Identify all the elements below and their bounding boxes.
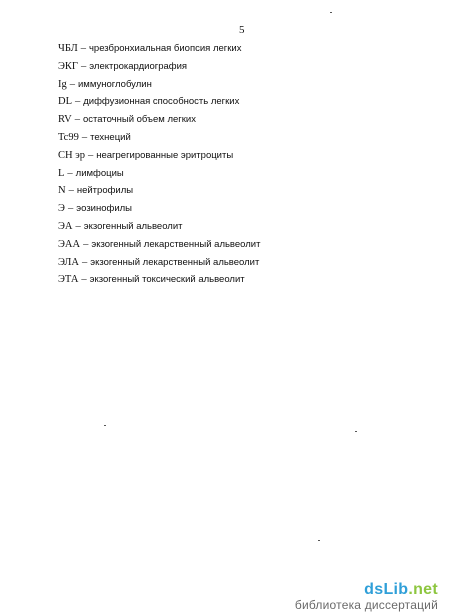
abbreviation-term: Э — [58, 203, 65, 215]
scan-speck — [355, 431, 357, 432]
abbreviation-item — [58, 93, 260, 111]
abbreviation-definition: электрокардиография — [89, 60, 188, 72]
abbreviation-term: ЭКГ — [58, 60, 79, 72]
abbreviation-separator: – — [75, 220, 81, 232]
abbreviation-item — [58, 40, 260, 58]
abbreviation-separator: – — [81, 131, 88, 143]
abbreviation-definition: диффузионная способность легких — [83, 96, 240, 108]
abbreviation-item — [58, 271, 260, 289]
abbreviation-separator: – — [81, 256, 88, 268]
abbreviation-item — [58, 200, 260, 218]
scan-speck — [104, 425, 106, 426]
abbreviation-term: RV — [58, 114, 72, 126]
abbreviation-separator: – — [81, 60, 87, 72]
watermark-logo — [295, 581, 438, 612]
abbreviation-separator: – — [75, 96, 81, 108]
watermark-brand-main: dsLib — [364, 581, 409, 598]
abbreviation-term: DL — [58, 96, 72, 108]
abbreviation-definition: остаточный объем легких — [83, 114, 196, 126]
abbreviation-item — [58, 236, 260, 254]
abbreviation-definition: иммуноглобулин — [78, 78, 152, 90]
abbreviation-definition: экзогенный лекарственный альвеолит — [91, 238, 261, 250]
abbreviation-item — [58, 76, 260, 94]
abbreviation-item — [58, 147, 260, 165]
abbreviation-separator: – — [74, 114, 80, 126]
abbreviation-definition: чрезбронхиальная биопсия легких — [88, 43, 242, 54]
abbreviation-term: ЭАА — [58, 238, 81, 250]
abbreviation-separator: – — [67, 167, 73, 179]
abbreviation-term: СН эр — [58, 149, 85, 161]
abbreviation-definition: неагрегированные эритроциты — [96, 149, 234, 161]
scan-speck — [330, 12, 332, 13]
abbreviation-term: Tc99 — [58, 131, 79, 143]
abbreviation-separator: – — [68, 185, 74, 197]
abbreviation-term: ЧБЛ — [58, 43, 78, 54]
watermark-brand-tld: .net — [408, 581, 438, 598]
abbreviation-separator: – — [69, 78, 75, 90]
abbreviation-definition: эозинофилы — [76, 203, 133, 215]
abbreviation-definition: лимфоциы — [75, 167, 124, 179]
abbreviation-term: ЭА — [58, 220, 73, 232]
abbreviation-definition: экзогенный лекарственный альвеолит — [90, 256, 260, 268]
abbreviation-item — [58, 165, 260, 183]
abbreviation-list — [58, 40, 260, 289]
abbreviation-definition: нейтрофилы — [76, 185, 134, 197]
abbreviation-item — [58, 129, 260, 147]
abbreviation-separator: – — [83, 238, 89, 250]
abbreviation-term: Ig — [58, 78, 67, 90]
abbreviation-term: L — [58, 167, 65, 179]
page-number: 5 — [239, 24, 245, 36]
abbreviation-term: N — [58, 185, 66, 197]
abbreviation-item — [58, 218, 260, 236]
abbreviation-separator: – — [67, 203, 74, 215]
abbreviation-definition: экзогенный альвеолит — [83, 220, 183, 232]
abbreviation-separator: – — [87, 149, 94, 161]
watermark-brand — [295, 581, 438, 599]
abbreviation-separator: – — [80, 43, 86, 54]
abbreviation-separator: – — [81, 274, 87, 286]
watermark-caption: библиотека диссертаций — [294, 598, 438, 612]
scan-speck — [318, 540, 320, 541]
abbreviation-term: ЭТА — [58, 274, 79, 286]
abbreviation-item — [58, 182, 260, 200]
abbreviation-definition: технеций — [90, 131, 131, 143]
abbreviation-item — [58, 254, 260, 272]
abbreviation-definition: экзогенный токсический альвеолит — [89, 274, 245, 286]
abbreviation-item — [58, 111, 260, 129]
abbreviation-term: ЭЛА — [58, 256, 79, 268]
abbreviation-item — [58, 58, 260, 76]
